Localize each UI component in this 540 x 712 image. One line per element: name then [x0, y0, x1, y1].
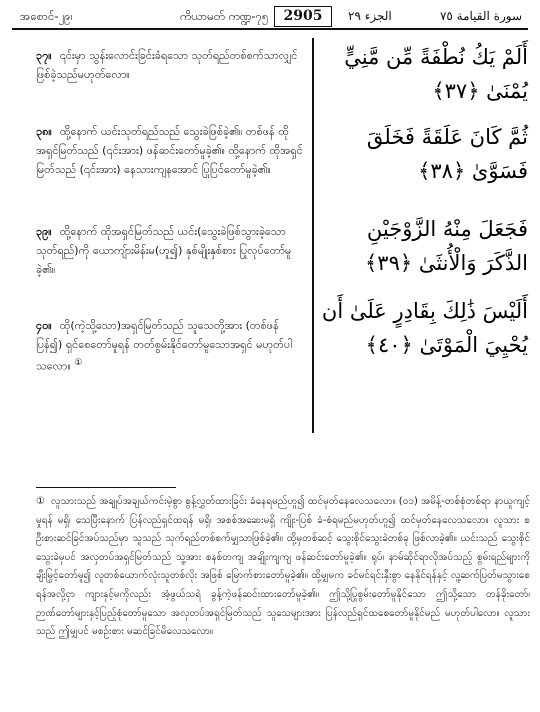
arabic-verse-37: أَلَمْ يَكُ نُطْفَةً مِّن مَّنِيٍّ يُمْنَىٰ ﴿٣٧﴾ — [344, 45, 528, 103]
footnote-number: ① — [36, 496, 45, 507]
verse-text: ၎င်းမှာ သွန်းလောင်းခြင်းခံရသော သုတ်ရည်တစ်စက်သာလျှင် ဖြစ်ခဲ့သည်မဟုတ်လော။ — [36, 49, 298, 81]
arabic-verse-38: ثُمَّ كَانَ عَلَقَةً فَخَلَقَ فَسَوَّىٰ ﴿٣٨﴾ — [366, 125, 528, 183]
footnote-rule — [36, 487, 176, 488]
verse-text: ထို့နောက် ထိုအရှင်မြတ်သည် ယင်း(သွေးခဲဖြစ်သွားခဲ့သောသုတ်ရည်)ကို ယောကျ်ားမိန်းမ(ဟူ၍) နှစ်မျိုးနှစ်စား ပြုလုပ်တော်မူခဲ့၏။ — [36, 225, 292, 276]
arabic-verse-40: أَلَيْسَ ذَٰلِكَ بِقَادِرٍ عَلَىٰ أَن يُحْيِيَ الْمَوْتَىٰ ﴿٤٠﴾ — [321, 299, 528, 357]
verse-number: ၄၀။ — [36, 319, 52, 332]
arabic-verse-39: فَجَعَلَ مِنْهُ الزَّوْجَيْنِ الذَّكَرَ وَالْأُنثَىٰ ﴿٣٩﴾ — [364, 217, 528, 275]
column-divider — [312, 38, 314, 433]
verse-text: ထို(ကဲ့သို့သော)အရှင်မြတ်သည် သူသေတို့အား (တစ်ဖန်ပြန်၍) ရှင်စေတော်မူရန် တတ်စွမ်းနိုင်တော်မူသောအရှင် မဟုတ်ပါသလော။ — [36, 319, 293, 373]
verse-number: ၃၉။ — [36, 225, 52, 238]
footnote-marker: ① — [74, 358, 83, 368]
verse-number: ၃၇။ — [36, 49, 52, 62]
juz-label: الجزء ٢٩ — [348, 9, 392, 23]
verse-translation-38 — [36, 122, 304, 179]
chapter-label: ကိယာမတ် ကဏ္ဍ-၇၅ — [180, 9, 269, 23]
verse-number: ၃၈။ — [36, 125, 52, 138]
verse-text: ထို့နောက် ယင်းသုတ်ရည်သည် သွေးခဲဖြစ်ခဲ့၏။ တစ်ဖန် ထိုအရှင်မြတ်သည် (၎င်းအား) ဖန်ဆင်းတော်မူခဲ့၏။ ထို့နောက် ထိုအရှင်မြတ်သည် (၎င်းအား) နေသားကျနအောင် ပြုပြင်တော်မူခဲ့၏။ — [36, 125, 303, 176]
page-number: 2905 — [274, 6, 332, 27]
part-label: အစောင်-၂၉၊ — [20, 9, 73, 23]
verse-translation-37 — [36, 46, 304, 84]
footnote — [36, 493, 530, 642]
verse-translation-39 — [36, 222, 304, 279]
page-header — [12, 6, 528, 30]
surah-label: سورة القيامة ٧٥ — [439, 9, 522, 23]
footnote-text: လူသားသည် အချုပ်အချယ်ကင်းမဲ့စွာ စွန့်လွှတ်ထားခြင်း ခံနေရမည်ဟူ၍ ထင်မှတ်နေလေသလော။ (၀၁) အမိန့်-တစ်စုံတစ်ရာ နာယူကျင့်မှုရန် မရှိ၊ သေပြီးနောက် ပြန်လည်ရှင်ထရန် မရှိ၊ အစစ်အဆေးမရှိ ကျိုး-ပြစ် ခံ-စံရမည်မဟုတ်ဟူ၍ ထင်မှတ်နေလေသလော။ လူသား စဦးစားဆင်ခြင်အပ်သည်မှာ သူသည် သုက်ရည်တစ်စက်မျှသာဖြစ်ခဲ့၏။ ထို့မှတစ်ဆင့် သွေးစိုင်သွေးခဲတစ်ခု ဖြစ်လာခဲ့၏။ ယင်းသည် သွေးစိုင်သွေးခဲမှပင် အလှတပ်အရှင်မြတ်သည် သူ့အား စနစ်တကျ အချိုးကျကျ ဖန်ဆင်းတော်မူခဲ့၏။ ရုပ်၊ နာမ်ဆိုင်ရာလိုအပ်သည့် စွမ်းရည်များကို ချီးမြှင့်တော်မူ၍ လူတစ်ယောက်လုံးသူတစ်လိုး အဖြစ် မြောက်စားတော်မူခဲ့၏။ ထို့မျှမက ခင်မင်ရင်းနှီးစွာ နေနိုင်ရန်နှင့် လူ့ဆက်ပြတ်မသွားစေရန်အလို့ငှာ ကျားနှင့်မကိုလည်း အံ့ဖွယ်သရဲ ခွန့်ကဲ့ဖန်ဆင်းထားတော်မူခဲ့၏။ ဤသို့ပြုစွမ်းတော်မူနိုင်သော ဤသို့သော တန်ခိုးတော်၊ ဉာဏ်တော်များနှင့်ပြည့်စုံတော်မူသော အလှတပ်အရှင်မြတ်သည် သူသေများအား ပြန်လည်ရှင်ထစေတော်မူနိုင်မည် မဟုတ်ပါလော။ လူသားသည် ဤမျှပင် မစဉ်းစား မဆင်ခြင်မိလေသလော။ — [36, 496, 531, 638]
verse-translation-40 — [36, 316, 304, 376]
